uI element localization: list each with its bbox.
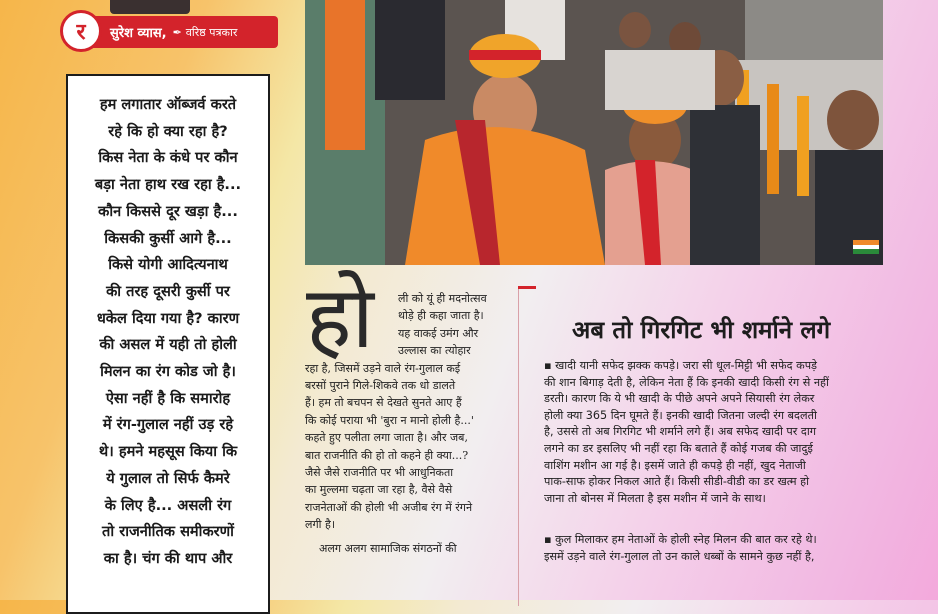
pull-quote-line: में रंग-गुलाल नहीं उड़ रहे <box>102 416 234 434</box>
article-line: ▪ कुल मिलाकर हम नेताओं के होली स्नेह मिलन की बात कर रहे थे। <box>544 533 817 547</box>
author-photo <box>110 0 190 14</box>
article-line: कहते हुए पलीता लगा जाता है। और जब, <box>305 431 468 445</box>
pen-icon: ✒ <box>172 25 182 39</box>
author-byline <box>66 16 278 48</box>
article-line: अलग अलग सामाजिक संगठनों की <box>319 541 457 555</box>
article-line: है, उससे तो अब गिरगिट भी शर्माने लगे हैं। अब सफेद खादी पर दाग <box>544 425 817 439</box>
article-line: जैसे जैसे राजनीति पर भी आधुनिकता <box>305 466 454 480</box>
pull-quote-line: की असल में यही तो होली <box>99 336 237 354</box>
article-line: ▪ खादी यानी सफेद झक्क कपड़े। जरा सी धूल-मिट्टी भी सफेद कपड़े <box>544 359 818 372</box>
event-photo-illustration <box>305 0 883 265</box>
author-role: वरिष्ठ पत्रकार <box>185 25 238 39</box>
pull-quote-box <box>66 74 270 614</box>
pull-quote-line: किसकी कुर्सी आगे है... <box>104 229 232 247</box>
article-line: हैं। हम तो बचपन से देखते सुनते आए हैं <box>305 396 462 410</box>
pull-quote-line: बड़ा नेता हाथ रख रहा है... <box>94 176 242 194</box>
article-line: वाशिंग मशीन आ गई है। इसमें जाते ही कपड़े ही नहीं, खुद नेताजी <box>544 458 806 472</box>
article-line: यह वाकई उमंग और <box>398 326 479 340</box>
article-line: बरसों पुराने गिले-शिकवे तक धो डालते <box>305 379 456 393</box>
article-line: उल्लास का त्योहार <box>398 344 471 358</box>
article-line: राजनेताओं की होली भी अजीब रंग में रंगने <box>305 500 473 514</box>
pull-quote-line: हम लगातार ऑब्जर्व करते <box>99 96 237 113</box>
article-line: डरती। कारण कि ये भी खादी के पीछे अपने अपने सियासी रंग लेकर <box>544 392 815 406</box>
article-headline: अब तो गिरगिट भी शर्माने लगे <box>572 316 831 344</box>
article-line: लगने का डर इसलिए भी नहीं रहा कि बताते हैं कोई गजब की जादुई <box>544 441 813 455</box>
article-line: होली क्या 365 दिन घूमते हैं। इनकी खादी जितना जल्दी रंग बदलती <box>544 408 817 422</box>
article-paragraph <box>544 532 884 565</box>
article-line: का मुल्लमा चढ़ता जा रहा है, वैसे वैसे <box>305 483 453 497</box>
article-line: ली को यूं ही मदनोत्सव <box>398 292 487 305</box>
publication-logo: र <box>60 10 102 52</box>
column-divider-accent <box>518 286 536 289</box>
pull-quote-line: मिलन का रंग कोड जो है। <box>100 363 236 381</box>
drop-cap: हो <box>306 268 374 368</box>
article-line: लगी है। <box>305 518 336 532</box>
article-line: की शान बिगाड़ देती है, लेकिन नेता हैं कि इनकी खादी किसी रंग से नहीं <box>544 375 829 389</box>
pull-quote-line: तो राजनीतिक समीकरणों <box>102 523 234 541</box>
pull-quote-line: किसे योगी आदित्यनाथ <box>108 256 228 274</box>
pull-quote-line: का है। चंग की थाप और <box>103 549 233 567</box>
article-line: बात राजनीति की हो तो कहने ही क्या...? <box>305 448 469 462</box>
pull-quote-line: रहे कि हो क्या रहा है? <box>108 122 228 140</box>
article-line: जाना तो बोनस में मिलता है इस मशीन में जाने के साथ। <box>544 491 766 505</box>
article-line: पाक-साफ होकर निकल आते हैं। किसी सीडी-वीडी का डर खत्म हो <box>544 475 810 489</box>
article-right-column <box>544 358 884 566</box>
event-photo <box>305 0 883 265</box>
pull-quote-line: किस नेता के कंधे पर कौन <box>98 149 238 167</box>
article-line: थोड़े ही कहा जाता है। <box>398 309 484 323</box>
article-left-column <box>305 290 500 557</box>
pull-quote-line: थे। हमने महसूस किया कि <box>98 443 238 461</box>
pull-quote-line: के लिए है... असली रंग <box>104 496 232 514</box>
article-line: इसमें उड़ने वाले रंग-गुलाल तो उन काले धब्बों के सामने कुछ नहीं है, <box>544 549 815 563</box>
pull-quote-line: कौन किससे दूर खड़ा है... <box>98 202 238 220</box>
pull-quote-line: ऐसा नहीं है कि समारोह <box>105 389 231 407</box>
author-name: सुरेश व्यास, <box>110 26 167 41</box>
pull-quote-line: धकेल दिया गया है? कारण <box>96 309 240 327</box>
article-line: रहा है, जिसमें उड़ने वाले रंग-गुलाल कई <box>305 361 461 375</box>
column-divider <box>518 286 519 606</box>
pull-quote-line: की तरह दूसरी कुर्सी पर <box>106 282 230 300</box>
pull-quote-line: ये गुलाल तो सिर्फ कैमरे <box>106 469 230 487</box>
article-line: कि कोई पराया भी 'बुरा न मानो होली है...' <box>305 413 474 427</box>
